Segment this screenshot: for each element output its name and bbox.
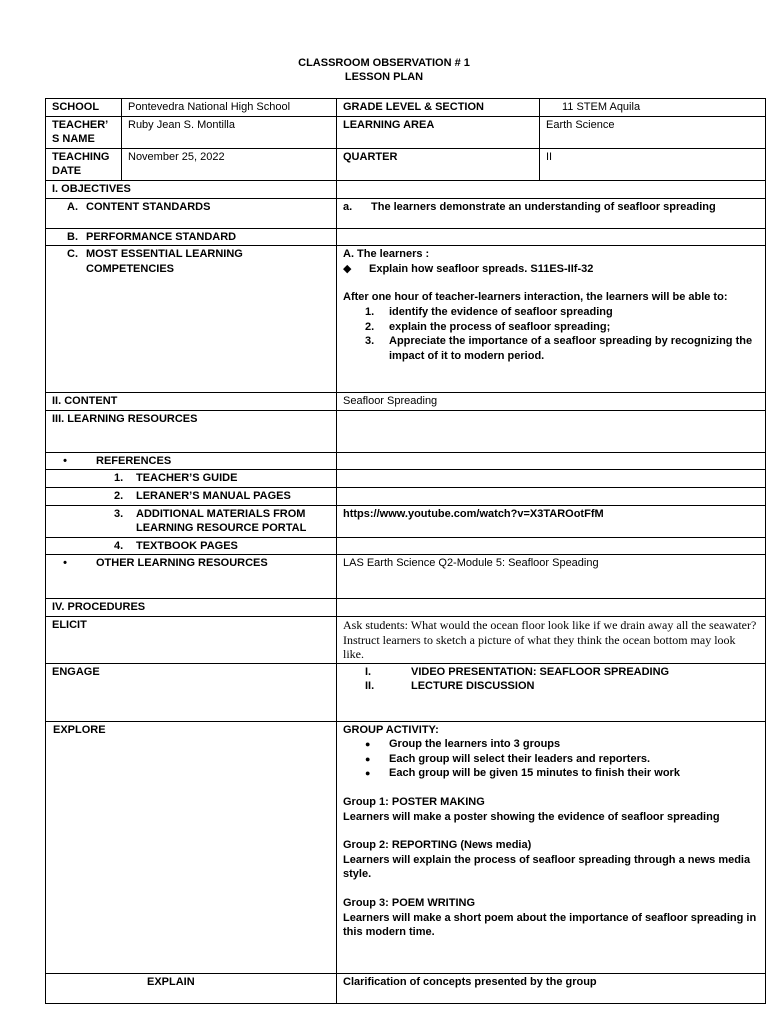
explore-bullet-list xyxy=(343,737,759,781)
explain-label: EXPLAIN xyxy=(46,973,337,1003)
melc-item-text: explain the process of seafloor spreading; xyxy=(389,320,611,333)
reference-label: ADDITIONAL MATERIALS FROM LEARNING RESOURCE PORTAL xyxy=(136,507,307,535)
teacher-value: Ruby Jean S. Montilla xyxy=(122,116,337,148)
references-label: • REFERENCES xyxy=(46,452,337,470)
content-standards-value: a. The learners demonstrate an understanding of seafloor spreading xyxy=(337,198,766,228)
bullet-icon: ● xyxy=(365,739,371,750)
melc-item-number: 3. xyxy=(365,335,375,348)
bullet-icon: • xyxy=(63,557,67,570)
melc-item xyxy=(343,320,759,335)
date-value: November 25, 2022 xyxy=(122,148,337,180)
reference-value xyxy=(337,537,766,555)
reference-label: LERANER’S MANUAL PAGES xyxy=(136,489,291,502)
lesson-plan-table xyxy=(45,98,766,1004)
date-label: TEACHING DATE xyxy=(46,148,122,180)
reference-label: TEXTBOOK PAGES xyxy=(136,539,238,552)
objectives-heading: I. OBJECTIVES xyxy=(46,180,337,198)
melc-list xyxy=(343,305,759,363)
engage-item-number: I. xyxy=(365,665,372,678)
teacher-label: TEACHER’ S NAME xyxy=(46,116,122,148)
melc-item xyxy=(343,305,759,320)
engage-item xyxy=(343,679,759,694)
explore-label: EXPLORE xyxy=(46,721,337,973)
title-line-2: LESSON PLAN xyxy=(344,71,424,83)
other-resources-label: • OTHER LEARNING RESOURCES xyxy=(46,555,337,599)
content-standards-label: A. CONTENT STANDARDS xyxy=(46,198,337,228)
reference-row-1: 1. TEACHER’S GUIDE xyxy=(46,470,766,488)
elicit-label: ELICIT xyxy=(46,616,337,663)
group-title: Group 1: POSTER MAKING xyxy=(343,796,485,809)
melc-item-number: 2. xyxy=(365,320,375,333)
reference-label: TEACHER’S GUIDE xyxy=(136,472,238,485)
title-line-1: CLASSROOM OBSERVATION # 1 xyxy=(298,57,470,69)
area-value: Earth Science xyxy=(540,116,766,148)
engage-label: ENGAGE xyxy=(46,663,337,721)
objectives-heading-row xyxy=(46,180,766,198)
bullet-icon: ● xyxy=(365,768,371,779)
grade-value: 11 STEM Aquila xyxy=(540,99,766,117)
engage-item-text: VIDEO PRESENTATION: SEAFLOOR SPREADING xyxy=(411,665,670,678)
group-description: Learners will make a short poem about the importance of seafloor spreading in this modern time. xyxy=(343,911,757,939)
engage-item xyxy=(343,665,759,680)
quarter-label: QUARTER xyxy=(337,148,540,180)
document-title xyxy=(0,56,768,84)
procedures-heading-row xyxy=(46,599,766,617)
resources-heading: III. LEARNING RESOURCES xyxy=(46,410,337,452)
melc-label: C. MOST ESSENTIAL LEARNING COMPETENCIES xyxy=(46,246,337,393)
engage-item-number: II. xyxy=(365,680,375,693)
explore-row xyxy=(46,721,766,973)
explore-bullet-item xyxy=(343,752,759,767)
melc-item-text: identify the evidence of seafloor spreading xyxy=(389,305,613,318)
reference-row-2: 2. LERANER’S MANUAL PAGES xyxy=(46,487,766,505)
performance-standard-label: B. PERFORMANCE STANDARD xyxy=(46,228,337,246)
elicit-row xyxy=(46,616,766,663)
reference-value xyxy=(337,470,766,488)
reference-row-4: 4. TEXTBOOK PAGES xyxy=(46,537,766,555)
explain-row xyxy=(46,973,766,1003)
content-label: II. CONTENT xyxy=(46,393,337,411)
diamond-bullet-icon: ◆ xyxy=(343,262,352,275)
bullet-icon: ● xyxy=(365,753,371,764)
group-description: Learners will explain the process of seafloor spreading through a news media style. xyxy=(343,853,751,881)
reference-row-3: 3. ADDITIONAL MATERIALS FROM LEARNING RESOURCE PORTAL https://www.youtube.com/watch?v=X3TAROotFfM xyxy=(46,505,766,537)
procedures-heading: IV. PROCEDURES xyxy=(46,599,337,617)
melc-value: A. The learners : ◆ Explain how seafloor spreads. S11ES-IIf-32 After one hour of teacher-learners interaction, the learners will be able to: 1. identify the evidence of seafloor spreading 2. explain the process of seafloor spreading; 3. Appreciate the importance of a seafloor spreading by recognizing the impact of it to modern period. xyxy=(337,246,766,393)
engage-row xyxy=(46,663,766,721)
explore-bullet-text: Group the learners into 3 groups xyxy=(389,738,561,751)
group-description: Learners will make a poster showing the evidence of seafloor spreading xyxy=(343,810,720,823)
content-row xyxy=(46,393,766,411)
area-label: LEARNING AREA xyxy=(337,116,540,148)
melc-item-number: 1. xyxy=(365,305,375,318)
melc-item xyxy=(343,334,759,363)
bullet-icon: • xyxy=(63,454,67,467)
teacher-row xyxy=(46,116,766,148)
engage-item-text: LECTURE DISCUSSION xyxy=(411,680,535,693)
date-row xyxy=(46,148,766,180)
engage-list xyxy=(343,665,759,694)
school-label: SCHOOL xyxy=(46,99,122,117)
reference-link[interactable]: https://www.youtube.com/watch?v=X3TAROotFfM xyxy=(337,505,766,537)
school-row xyxy=(46,99,766,117)
explore-bullet-item xyxy=(343,766,759,781)
explore-value: GROUP ACTIVITY: ● Group the learners into 3 groups ● Each group will select their leaders and reporters. ● Each group will be given 15 minutes to finish their work Group 1: POSTER MAKING Learners will make a poster showing the evidence of seafloor spreading Group 2: REPORTING (News media) Learners will explain the process of seafloor spreading through a news media style. Group 3: POEM WRITING Learners will make a short poem about the importance of seafloor spreading in this modern time. xyxy=(337,721,766,973)
resources-heading-row xyxy=(46,410,766,452)
quarter-value: II xyxy=(540,148,766,180)
performance-standard-row xyxy=(46,228,766,246)
explore-bullet-text: Each group will be given 15 minutes to finish their work xyxy=(389,767,680,780)
explore-bullet-item xyxy=(343,737,759,752)
grade-label: GRADE LEVEL & SECTION xyxy=(337,99,540,117)
content-standards-row xyxy=(46,198,766,228)
reference-value xyxy=(337,487,766,505)
explain-value: Clarification of concepts presented by the group xyxy=(337,973,766,1003)
other-resources-row xyxy=(46,555,766,599)
group-title: Group 3: POEM WRITING xyxy=(343,897,475,910)
explore-bullet-text: Each group will select their leaders and reporters. xyxy=(389,752,651,765)
school-value: Pontevedra National High School xyxy=(122,99,337,117)
group-list xyxy=(343,781,759,940)
elicit-value: Ask students: What would the ocean floor look like if we drain away all the seawater? Instruct learners to sketch a picture of what they think the ocean bottom may look like. xyxy=(337,616,766,663)
group-title: Group 2: REPORTING (News media) xyxy=(343,839,532,852)
melc-item-text: Appreciate the importance of a seafloor spreading by recognizing the impact of it to modern period. xyxy=(389,335,753,362)
engage-value xyxy=(337,663,766,721)
content-value: Seafloor Spreading xyxy=(337,393,766,411)
other-resources-value: LAS Earth Science Q2-Module 5: Seafloor Speading xyxy=(337,555,766,599)
references-row xyxy=(46,452,766,470)
melc-row xyxy=(46,246,766,393)
